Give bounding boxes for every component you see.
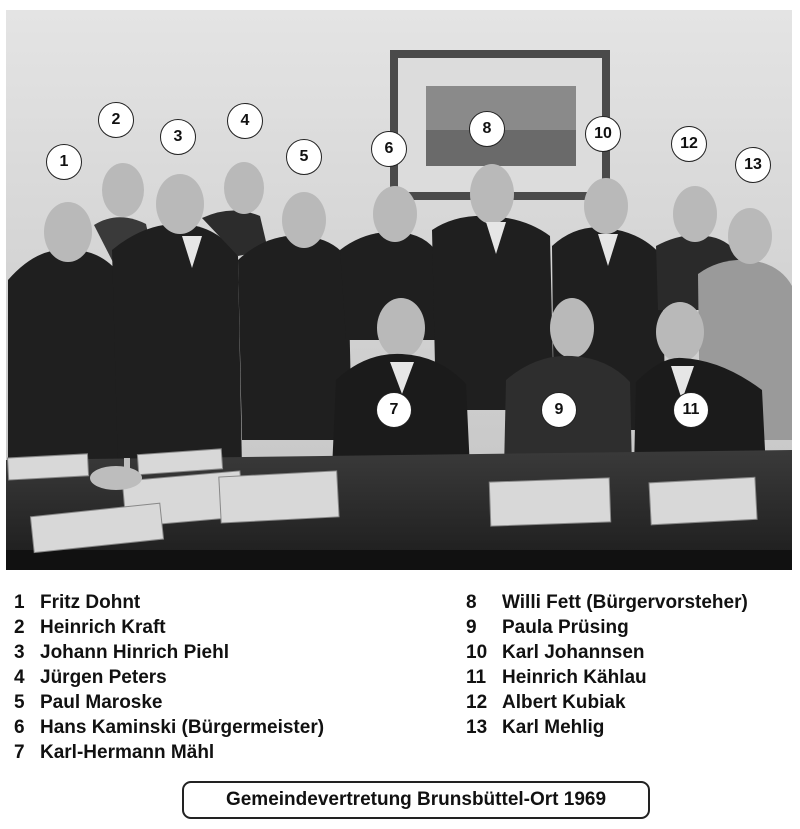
legend-name: Johann Hinrich Piehl bbox=[40, 642, 229, 663]
marker-9 bbox=[541, 392, 577, 428]
legend-number: 1 bbox=[14, 592, 25, 613]
legend-number: 3 bbox=[14, 642, 25, 663]
photo-caption-title bbox=[182, 781, 650, 819]
legend-name: Karl-Hermann Mähl bbox=[40, 742, 215, 763]
legend-number: 10 bbox=[466, 642, 488, 663]
legend-name: Paula Prüsing bbox=[502, 617, 629, 638]
legend-name: Karl Johannsen bbox=[502, 642, 645, 663]
legend-name: Willi Fett (Bürgervorsteher) bbox=[502, 592, 748, 613]
marker-4 bbox=[227, 103, 263, 139]
marker-number: 8 bbox=[482, 120, 492, 137]
marker-number: 3 bbox=[173, 128, 183, 145]
legend-name: Fritz Dohnt bbox=[40, 592, 141, 613]
marker-number: 6 bbox=[384, 140, 394, 157]
marker-number: 9 bbox=[554, 401, 564, 418]
marker-1 bbox=[46, 144, 82, 180]
marker-7 bbox=[376, 392, 412, 428]
group-photo-illustration bbox=[6, 10, 792, 570]
legend-number: 9 bbox=[466, 617, 477, 638]
caption-title-text: Gemeindevertretung Brunsbüttel-Ort 1969 bbox=[225, 789, 607, 810]
marker-10 bbox=[585, 116, 621, 152]
marker-number: 11 bbox=[682, 401, 700, 418]
legend-number: 8 bbox=[466, 592, 477, 613]
group-photo bbox=[6, 10, 792, 570]
legend-number: 11 bbox=[466, 667, 487, 688]
legend-number: 13 bbox=[466, 717, 488, 738]
legend-left-column bbox=[14, 590, 394, 770]
legend-name: Heinrich Kraft bbox=[40, 617, 166, 638]
legend-number: 2 bbox=[14, 617, 25, 638]
legend-number: 12 bbox=[466, 692, 488, 713]
marker-number: 5 bbox=[299, 148, 309, 165]
marker-8 bbox=[469, 111, 505, 147]
legend-number: 6 bbox=[14, 717, 25, 738]
marker-5 bbox=[286, 139, 322, 175]
legend-name: Albert Kubiak bbox=[502, 692, 626, 713]
legend-name: Heinrich Kählau bbox=[502, 667, 647, 688]
legend-name: Hans Kaminski (Bürgermeister) bbox=[40, 717, 325, 738]
marker-number: 2 bbox=[111, 111, 121, 128]
marker-11 bbox=[673, 392, 709, 428]
legend-number: 4 bbox=[14, 667, 25, 688]
legend-name: Karl Mehlig bbox=[502, 717, 605, 738]
legend-right-column bbox=[466, 590, 796, 745]
legend-name: Paul Maroske bbox=[40, 692, 163, 713]
marker-12 bbox=[671, 126, 707, 162]
marker-number: 10 bbox=[594, 125, 612, 142]
legend-number: 7 bbox=[14, 742, 25, 763]
legend-number: 5 bbox=[14, 692, 25, 713]
marker-number: 1 bbox=[59, 153, 69, 170]
marker-number: 7 bbox=[389, 401, 399, 418]
legend-name: Jürgen Peters bbox=[40, 667, 167, 688]
marker-3 bbox=[160, 119, 196, 155]
marker-number: 12 bbox=[680, 135, 698, 152]
marker-6 bbox=[371, 131, 407, 167]
marker-number: 13 bbox=[744, 156, 762, 173]
marker-number: 4 bbox=[240, 112, 250, 129]
marker-2 bbox=[98, 102, 134, 138]
marker-13 bbox=[735, 147, 771, 183]
